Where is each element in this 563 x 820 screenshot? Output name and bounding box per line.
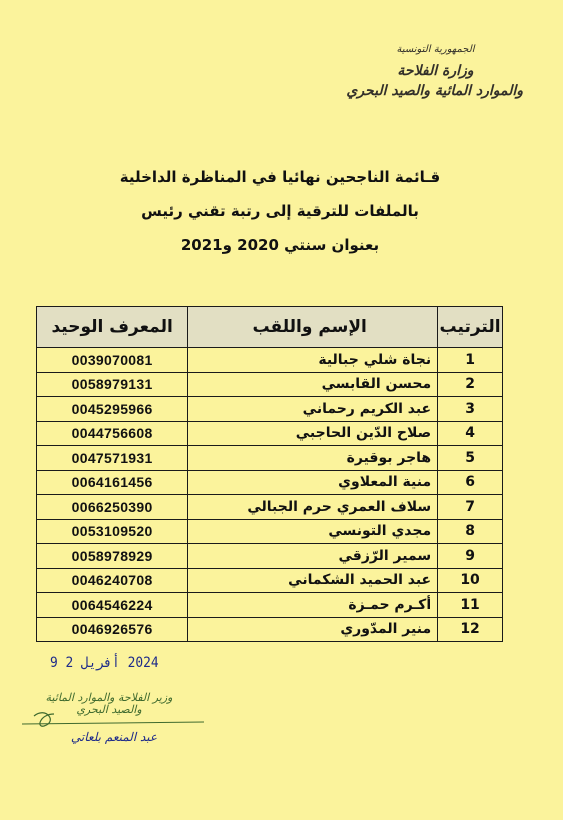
header-name: الإسم واللقب	[188, 307, 438, 348]
title-line-2: بالملفات للترقية إلى رتبة تقني رئيس	[141, 202, 419, 220]
name-cell: سلاف العمري حرم الجبالي	[188, 495, 438, 520]
rank-cell: 10	[438, 568, 503, 593]
name-cell: عبد الكريم رحماني	[188, 397, 438, 422]
table-row	[37, 446, 503, 471]
table-row	[37, 495, 503, 520]
name-cell: منير المدّوري	[188, 617, 438, 642]
table-row	[37, 593, 503, 618]
table-row	[37, 397, 503, 422]
table-header-row	[37, 307, 503, 348]
republic-label: الجمهورية التونسية	[396, 44, 475, 55]
rank-cell: 2	[438, 372, 503, 397]
header-id: المعرف الوحيد	[37, 307, 188, 348]
table-row	[37, 568, 503, 593]
ministry-letterhead	[348, 44, 523, 101]
rank-cell: 8	[438, 519, 503, 544]
title-line-1: قـائمة الناجحين نهائيا في المناظرة الداخلية	[119, 168, 441, 186]
id-cell: 0039070081	[37, 348, 188, 373]
name-cell: عبد الحميد الشكماني	[188, 568, 438, 593]
id-cell: 0058979131	[37, 372, 188, 397]
title-line-3: بعنوان سنتي 2020 و2021	[180, 236, 380, 254]
rank-cell: 4	[438, 421, 503, 446]
table-row	[37, 372, 503, 397]
name-cell: منية المعلاوي	[188, 470, 438, 495]
id-cell: 0046926576	[37, 617, 188, 642]
id-cell: 0066250390	[37, 495, 188, 520]
id-cell: 0058978929	[37, 544, 188, 569]
name-cell: نجاة شلي جبالية	[188, 348, 438, 373]
table-row	[37, 348, 503, 373]
document-title	[60, 160, 500, 262]
id-cell: 0064546224	[37, 593, 188, 618]
rank-cell: 9	[438, 544, 503, 569]
signature-title-line1: وزير الفلاحة والموارد المائية	[45, 691, 173, 704]
id-cell: 0053109520	[37, 519, 188, 544]
minister-signature-block	[14, 692, 214, 782]
id-cell: 0045295966	[37, 397, 188, 422]
name-cell: أكـرم حمـزة	[188, 593, 438, 618]
table-row	[37, 519, 503, 544]
id-cell: 0047571931	[37, 446, 188, 471]
results-table	[36, 306, 503, 642]
name-cell: صلاح الدّين الحاجبي	[188, 421, 438, 446]
rank-cell: 7	[438, 495, 503, 520]
rank-cell: 5	[438, 446, 503, 471]
rank-cell: 3	[438, 397, 503, 422]
rank-cell: 1	[438, 348, 503, 373]
name-cell: سمير الرّزقي	[188, 544, 438, 569]
rank-cell: 12	[438, 617, 503, 642]
id-cell: 0064161456	[37, 470, 188, 495]
table-row	[37, 617, 503, 642]
date-stamp: 2024 أفريل 2 9	[50, 655, 159, 671]
name-cell: هاجر بوقيرة	[188, 446, 438, 471]
ministry-name-line2: والموارد المائية والصيد البحري	[346, 83, 523, 99]
id-cell: 0044756608	[37, 421, 188, 446]
rank-cell: 11	[438, 593, 503, 618]
table-row	[37, 544, 503, 569]
table-row	[37, 470, 503, 495]
signature-title-line2: والصيد البحري	[76, 703, 142, 716]
header-rank: الترتيب	[438, 307, 503, 348]
name-cell: محسن القابسي	[188, 372, 438, 397]
name-cell: مجدي التونسي	[188, 519, 438, 544]
signatory-name: عبد المنعم بلعاتي	[70, 730, 158, 744]
id-cell: 0046240708	[37, 568, 188, 593]
ministry-name-line1: وزارة الفلاحة	[397, 63, 474, 79]
rank-cell: 6	[438, 470, 503, 495]
table-row	[37, 421, 503, 446]
